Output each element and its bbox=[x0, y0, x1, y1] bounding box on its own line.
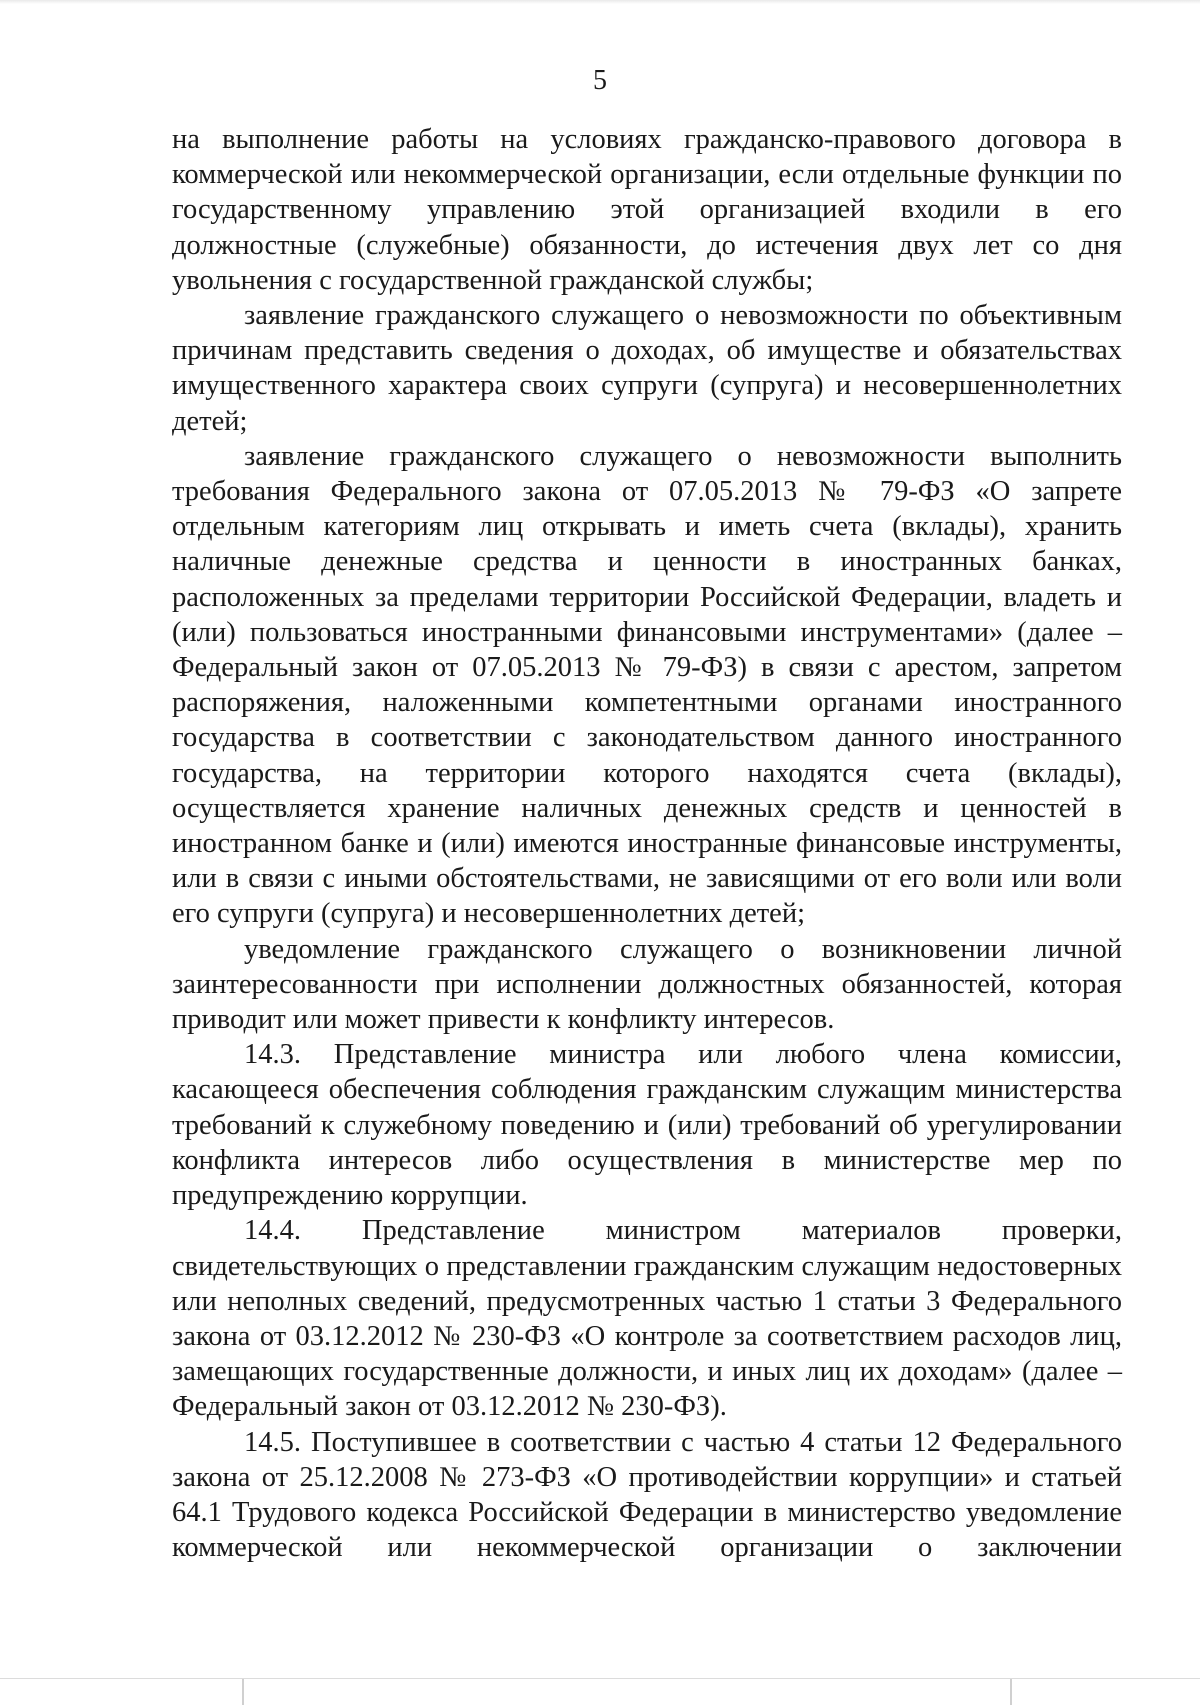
scan-top-edge bbox=[0, 0, 1200, 4]
paragraph-continuation: на выполнение работы на условиях гражданско-правового договора в коммерческой или некоммерческой организации, если отдельные функции по государственному управлению этой организацией входили в его должностные (служебные) обязанности, до истечения двух лет со дня увольнения с государственной гражданской службы; bbox=[172, 124, 1122, 296]
paragraph-statement-income-info: заявление гражданского служащего о невозможности по объективным причинам представить сведения о доходах, об имуществе и обязательствах имущественного характера своих супруги (супруга) и несовершеннолетних детей; bbox=[172, 300, 1122, 437]
paragraph-statement-federal-law-79: заявление гражданского служащего о невозможности выполнить требования Федерального закона от 07.05.2013 № 79-ФЗ «О запрете отдельным категориям лиц открывать и иметь счета (вклады), хранить наличные денежные средства и ценности в иностранных банках, расположенных за пределами территории Российской Федерации, владеть и (или) пользоваться иностранными финансовыми инструментами» (далее – Федеральный закон от 07.05.2013 № 79-ФЗ) в связи с арестом, запретом распоряжения, наложенными компетентными органами иностранного государства в соответствии с законодательством данного иностранного государства, на территории которого находятся счета (вклады), осуществляется хранение наличных денежных средств и ценностей в иностранном банке и (или) имеются иностранные финансовые инструменты, или в связи с иными обстоятельствами, не зависящими от его воли или воли его супруги (супруга) и несовершеннолетних детей; bbox=[172, 440, 1122, 930]
paragraph-notice-conflict-of-interest: уведомление гражданского служащего о возникновении личной заинтересованности при исполнении должностных обязанностей, которая приводит или может привести к конфликту интересов. bbox=[172, 933, 1122, 1036]
paragraph-14-5: 14.5. Поступившее в соответствии с частью 4 статьи 12 Федерального закона от 25.12.2008 № 273-ФЗ «О противодействии коррупции» и статьей 64.1 Трудового кодекса Российской Федерации в министерство уведомление коммерческой или некоммерческой организации о заключении bbox=[172, 1426, 1122, 1564]
page-number: 5 bbox=[593, 65, 607, 96]
scan-mark-left bbox=[242, 1679, 244, 1705]
scan-bottom-edge bbox=[0, 1675, 1200, 1705]
scan-bottom-line bbox=[0, 1678, 1200, 1679]
paragraph-14-3: 14.3. Представление министра или любого члена комиссии, касающееся обеспечения соблюдения гражданским служащим министерства требований к служебному поведению и (или) требований об урегулировании конфликта интересов либо осуществления в министерстве мер по предупреждению коррупции. bbox=[172, 1039, 1122, 1212]
paragraph-14-4: 14.4. Представление министром материалов проверки, свидетельствующих о представлении гражданским служащим недостоверных или неполных сведений, предусмотренных частью 1 статьи 3 Федерального закона от 03.12.2012 № 230-ФЗ «О контроле за соответствием расходов лиц, замещающих государственные должности, и иных лиц их доходам» (далее – Федеральный закон от 03.12.2012 № 230-ФЗ). bbox=[172, 1215, 1122, 1423]
scan-mark-right bbox=[1010, 1679, 1012, 1705]
document-body bbox=[172, 122, 1122, 1565]
